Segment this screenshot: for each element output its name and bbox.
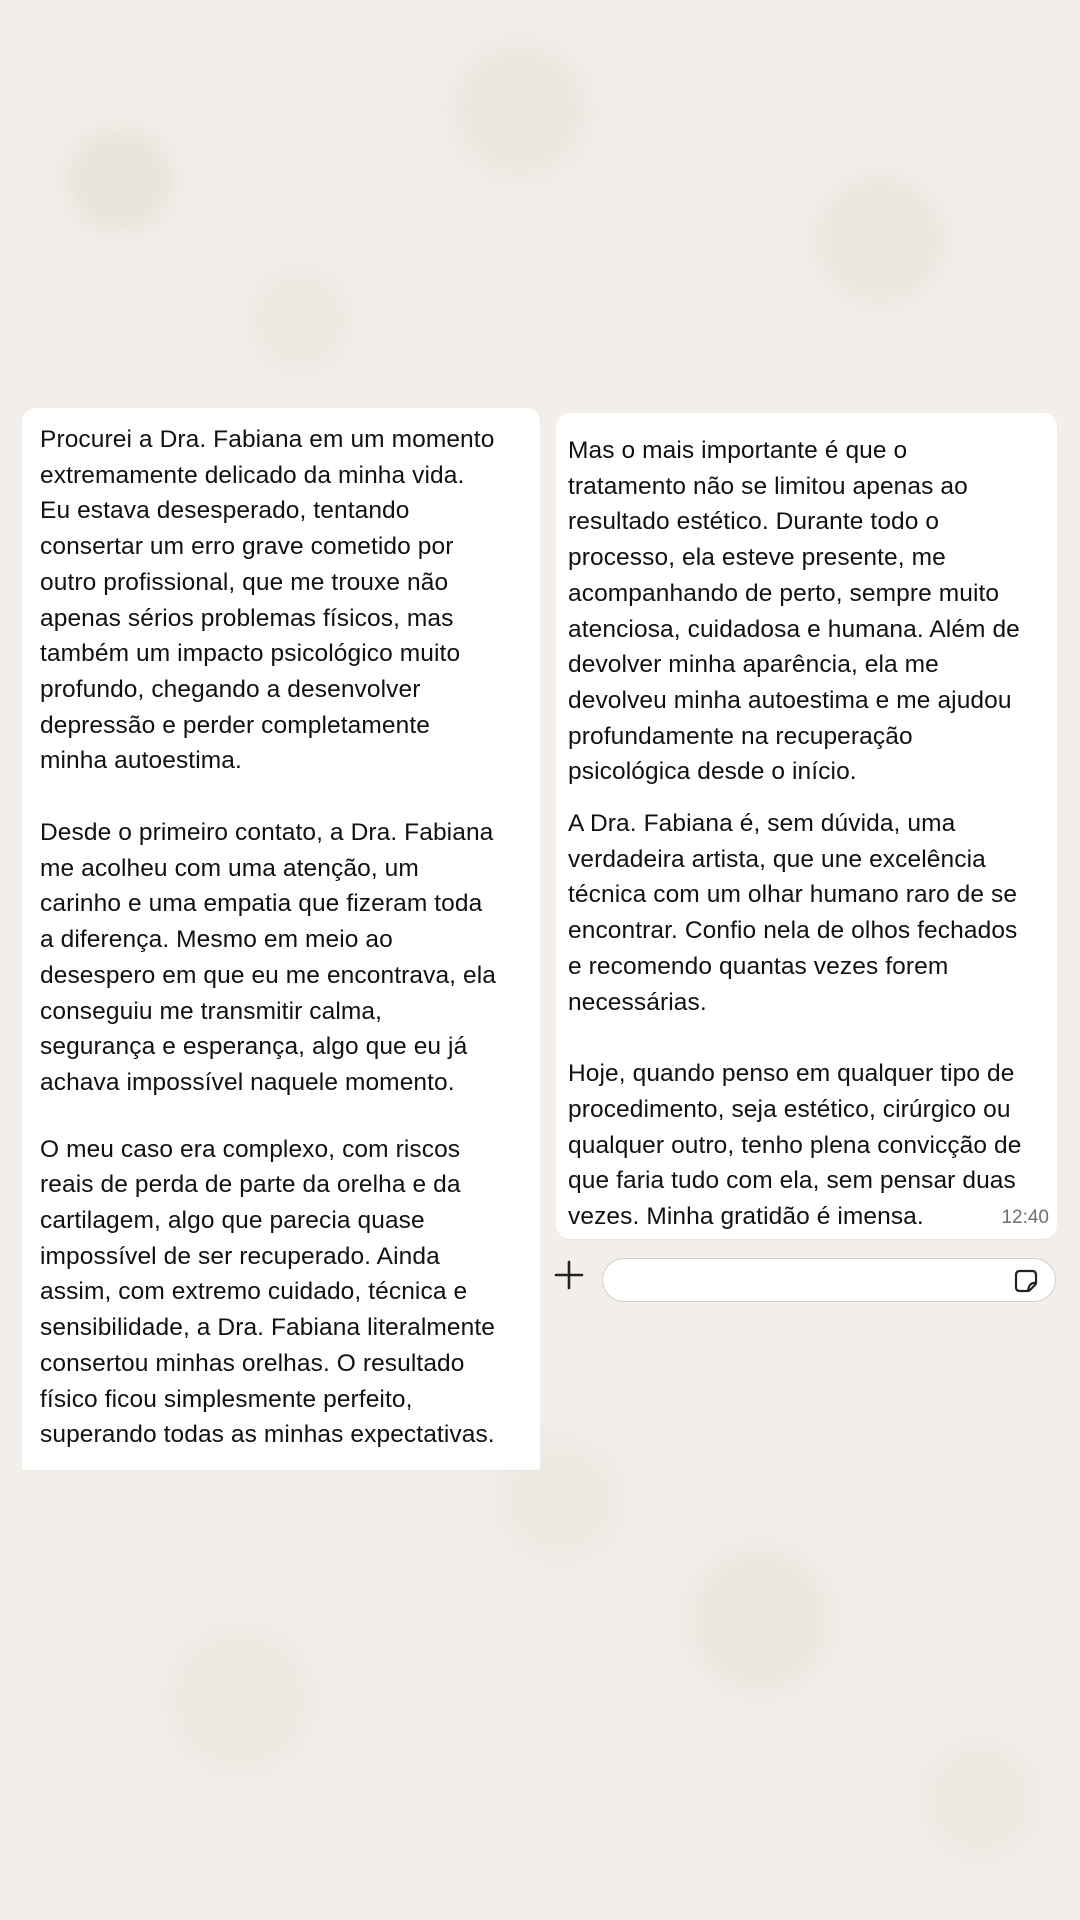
- message-line: carinho e uma empatia que fizeram toda: [40, 890, 483, 918]
- message-line: e recomendo quantas vezes forem: [568, 952, 949, 980]
- message-timestamp: 12:40: [1001, 1207, 1049, 1228]
- message-paragraph: [40, 815, 522, 1101]
- message-line: procedimento, seja estético, cirúrgico ou: [568, 1095, 1011, 1123]
- message-paragraph: [568, 806, 1045, 1020]
- message-line: vezes. Minha gratidão é imensa.: [568, 1203, 924, 1231]
- message-line: a diferença. Mesmo em meio ao: [40, 926, 393, 954]
- message-line: físico ficou simplesmente perfeito,: [40, 1385, 413, 1413]
- message-line: técnica com um olhar humano raro de se: [568, 881, 1018, 909]
- message-paragraph: [40, 422, 522, 779]
- message-line: minha autoestima.: [40, 747, 242, 775]
- message-line: encontrar. Confio nela de olhos fechados: [568, 917, 1018, 945]
- message-line: extremamente delicado da minha vida.: [40, 461, 465, 489]
- message-line: cartilagem, algo que parecia quase: [40, 1207, 425, 1235]
- message-line: superando todas as minhas expectativas.: [40, 1421, 495, 1449]
- message-line: processo, ela esteve presente, me: [568, 544, 946, 572]
- message-line: acompanhando de perto, sempre muito: [568, 579, 1000, 607]
- plus-icon[interactable]: [552, 1258, 586, 1292]
- message-line: tratamento não se limitou apenas ao: [568, 472, 968, 500]
- message-line: também um impacto psicológico muito: [40, 640, 461, 668]
- message-line: conseguiu me transmitir calma,: [40, 997, 383, 1025]
- message-line: sensibilidade, a Dra. Fabiana literalmente: [40, 1314, 495, 1342]
- message-line: O meu caso era complexo, com riscos: [40, 1135, 461, 1163]
- message-line: verdadeira artista, que une excelência: [568, 845, 986, 873]
- message-line: devolver minha aparência, ela me: [568, 651, 939, 679]
- message-line: me acolheu com uma atenção, um: [40, 854, 419, 882]
- message-line: consertou minhas orelhas. O resultado: [40, 1349, 465, 1377]
- message-line: depressão e perder completamente: [40, 711, 430, 739]
- message-bubble-left: [22, 408, 540, 1470]
- message-line: apenas sérios problemas físicos, mas: [40, 604, 454, 632]
- message-line: qualquer outro, tenho plena convicção de: [568, 1131, 1022, 1159]
- message-line: consertar um erro grave cometido por: [40, 533, 454, 561]
- message-line: atenciosa, cuidadosa e humana. Além de: [568, 615, 1020, 643]
- message-line: profundamente na recuperação: [568, 722, 913, 750]
- message-paragraph: [568, 433, 1045, 790]
- message-input-container[interactable]: [602, 1258, 1056, 1302]
- sticker-icon[interactable]: [1011, 1266, 1041, 1296]
- message-line: Desde o primeiro contato, a Dra. Fabiana: [40, 819, 494, 847]
- message-bubble-right: [556, 413, 1057, 1239]
- message-input[interactable]: [621, 1263, 995, 1297]
- message-line: profundo, chegando a desenvolver: [40, 675, 421, 703]
- message-line: assim, com extremo cuidado, técnica e: [40, 1278, 468, 1306]
- message-line: Eu estava desesperado, tentando: [40, 497, 410, 525]
- message-line: devolveu minha autoestima e me ajudou: [568, 686, 1012, 714]
- message-line: outro profissional, que me trouxe não: [40, 568, 449, 596]
- message-line: A Dra. Fabiana é, sem dúvida, uma: [568, 810, 956, 838]
- message-line: Mas o mais importante é que o: [568, 437, 908, 464]
- message-line: Hoje, quando penso em qualquer tipo de: [568, 1060, 1015, 1088]
- message-line: segurança e esperança, algo que eu já: [40, 1033, 468, 1061]
- message-line: psicológica desde o início.: [568, 758, 857, 786]
- message-line: necessárias.: [568, 988, 707, 1016]
- message-line: resultado estético. Durante todo o: [568, 508, 940, 536]
- message-composer: [552, 1252, 1060, 1304]
- message-paragraph: [568, 1056, 1045, 1235]
- message-line: impossível de ser recuperado. Ainda: [40, 1242, 440, 1270]
- message-line: achava impossível naquele momento.: [40, 1068, 455, 1096]
- message-line: reais de perda de parte da orelha e da: [40, 1171, 461, 1199]
- message-line: desespero em que eu me encontrava, ela: [40, 961, 496, 989]
- message-line: que faria tudo com ela, sem pensar duas: [568, 1167, 1016, 1195]
- message-line: Procurei a Dra. Fabiana em um momento: [40, 426, 495, 453]
- message-paragraph: [40, 1132, 522, 1453]
